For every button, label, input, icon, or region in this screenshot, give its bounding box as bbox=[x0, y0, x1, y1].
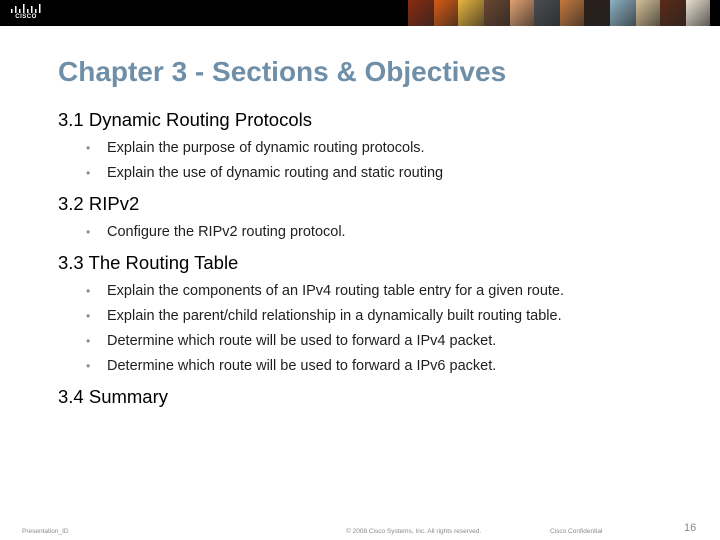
banner-photo bbox=[660, 0, 686, 26]
banner-photo-strip bbox=[408, 0, 710, 26]
section-block bbox=[58, 251, 698, 379]
banner-photo bbox=[636, 0, 660, 26]
bullet-list bbox=[58, 220, 698, 245]
section-heading: 3.2 RIPv2 bbox=[58, 193, 140, 214]
bullet-icon: • bbox=[86, 141, 91, 155]
banner-photo bbox=[584, 0, 610, 26]
banner-photo bbox=[610, 0, 636, 26]
bullet-list bbox=[58, 279, 698, 379]
bullet-text: Explain the components of an IPv4 routing table entry for a given route. bbox=[107, 283, 565, 299]
logo-text: CISCO bbox=[15, 14, 37, 20]
section-block bbox=[58, 192, 698, 245]
banner-photo bbox=[510, 0, 534, 26]
section-block bbox=[58, 385, 698, 415]
bullet-item bbox=[58, 304, 698, 329]
bullet-list bbox=[58, 136, 698, 186]
section-block bbox=[58, 108, 698, 186]
banner-photo bbox=[408, 0, 434, 26]
banner-photo bbox=[560, 0, 584, 26]
bullet-item bbox=[58, 161, 698, 186]
bullet-item bbox=[58, 354, 698, 379]
section-heading: 3.4 Summary bbox=[58, 386, 169, 407]
bullet-icon: • bbox=[86, 166, 91, 180]
footer-confidential: Cisco Confidential bbox=[550, 528, 603, 535]
bullet-icon: • bbox=[86, 309, 91, 323]
section-heading: 3.1 Dynamic Routing Protocols bbox=[58, 109, 312, 130]
bullet-icon: • bbox=[86, 334, 91, 348]
page-number: 16 bbox=[684, 522, 697, 534]
bullet-item bbox=[58, 329, 698, 354]
bullet-item bbox=[58, 279, 698, 304]
section-heading: 3.3 The Routing Table bbox=[58, 252, 239, 273]
banner-photo bbox=[434, 0, 458, 26]
bullet-text: Explain the purpose of dynamic routing protocols. bbox=[107, 140, 425, 156]
bullet-item bbox=[58, 220, 698, 245]
bullet-icon: • bbox=[86, 359, 91, 373]
banner-photo bbox=[484, 0, 510, 26]
footer-presentation-id: Presentation_ID bbox=[22, 528, 69, 535]
banner-photo bbox=[458, 0, 484, 26]
bullet-text: Explain the use of dynamic routing and static routing bbox=[107, 165, 444, 181]
bullet-text: Configure the RIPv2 routing protocol. bbox=[107, 224, 346, 240]
cisco-logo bbox=[8, 3, 44, 23]
bullet-text: Determine which route will be used to forward a IPv6 packet. bbox=[107, 358, 497, 374]
banner-photo bbox=[534, 0, 560, 26]
page-title: Chapter 3 - Sections & Objectives bbox=[58, 56, 507, 87]
bullet-item bbox=[58, 136, 698, 161]
bullet-text: Explain the parent/child relationship in a dynamically built routing table. bbox=[107, 308, 562, 324]
banner-photo bbox=[686, 0, 710, 26]
bullet-icon: • bbox=[86, 284, 91, 298]
bullet-text: Determine which route will be used to forward a IPv4 packet. bbox=[107, 333, 497, 349]
top-banner bbox=[0, 0, 720, 26]
footer-copyright: © 2008 Cisco Systems, Inc. All rights reserved. bbox=[346, 528, 482, 535]
bullet-icon: • bbox=[86, 225, 91, 239]
objectives-list bbox=[58, 108, 698, 415]
